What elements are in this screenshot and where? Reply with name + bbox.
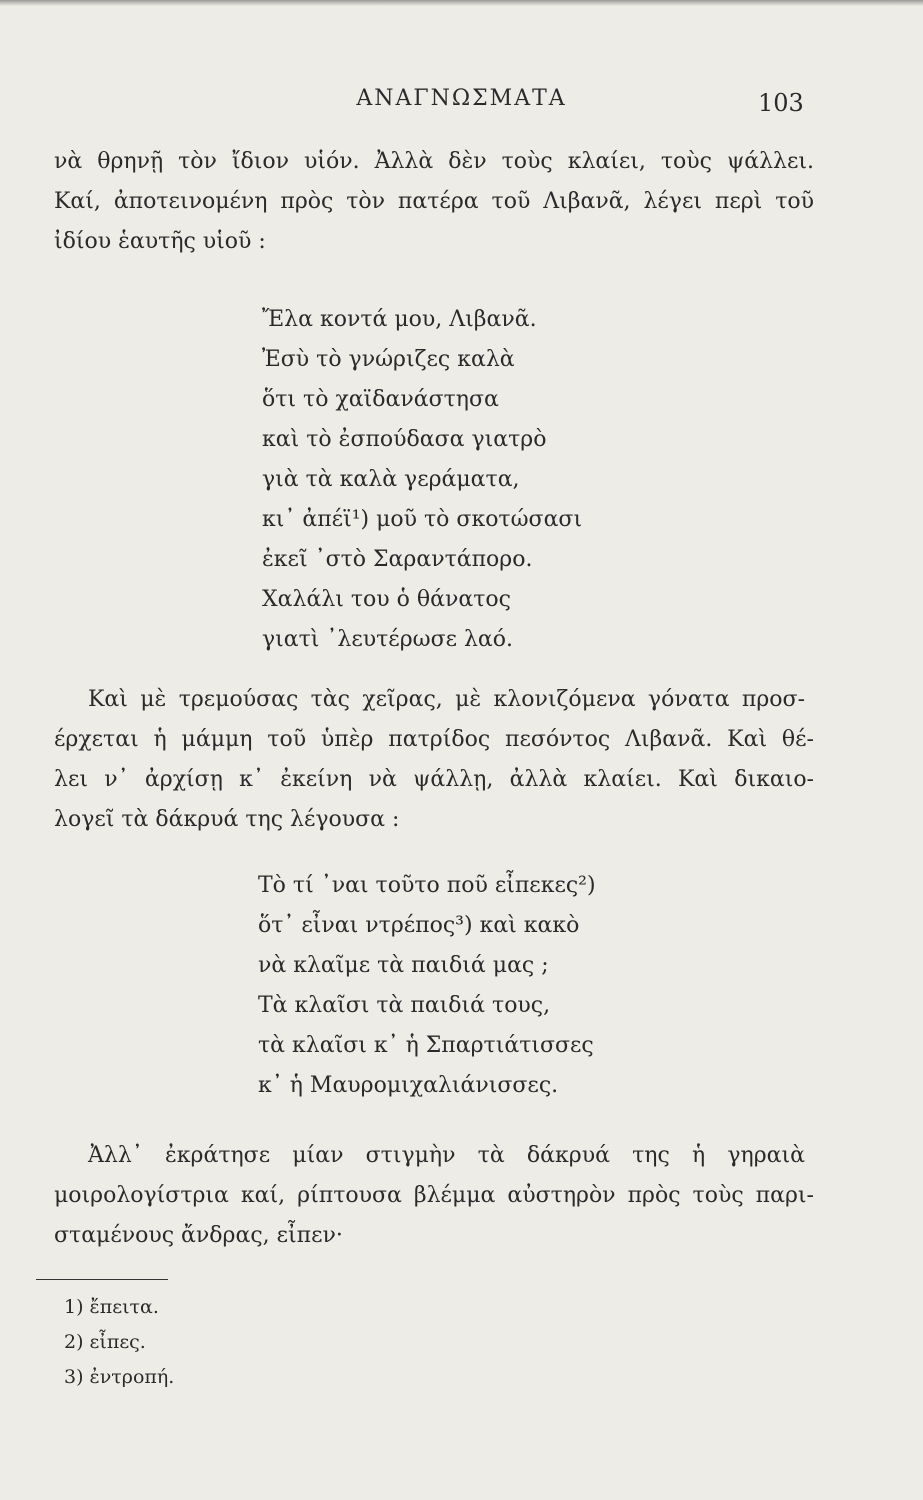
footnote-rule bbox=[36, 1279, 168, 1280]
text-line: έρχεται ἡ μάμμη τοῦ ὑπὲρ πατρίδος πεσόντος Λιβανᾶ. Καὶ θέ- bbox=[54, 727, 814, 752]
footnotes bbox=[64, 1290, 174, 1395]
verse-line: ἐκεῖ ᾽στὸ Σαραντάπορο. bbox=[262, 547, 533, 572]
verse-line: γιὰ τὰ καλὰ γεράματα, bbox=[262, 467, 520, 492]
footnote: 2) εἶπες. bbox=[64, 1331, 146, 1353]
page-number: 103 bbox=[758, 89, 804, 117]
text-line: Καί, ἀποτεινομένη πρὸς τὸν πατέρα τοῦ Λιβανᾶ, λέγει περὶ τοῦ bbox=[54, 189, 814, 214]
verse-line: γιατὶ ᾽λευτέρωσε λαό. bbox=[262, 627, 514, 652]
footnote: 3) ἐντροπή. bbox=[64, 1366, 175, 1388]
text-line: ἰδίου ἑαυτῆς υἱοῦ : bbox=[54, 229, 266, 254]
paragraph-2-first-line bbox=[88, 680, 805, 720]
verse-line: καὶ τὸ ἐσπούδασα γιατρὸ bbox=[262, 427, 547, 452]
text-line: σταμένους ἄνδρας, εἶπεν· bbox=[54, 1223, 343, 1248]
paragraph-3 bbox=[54, 1176, 814, 1256]
verse-line: τὰ κλαῖσι κ᾽ ἡ Σπαρτιάτισσες bbox=[258, 1033, 594, 1058]
verse-line: κι᾽ ἀπέϊ¹) μοῦ τὸ σκοτώσασι bbox=[262, 507, 583, 532]
page-edge-shadow bbox=[0, 0, 923, 6]
verse-block-1 bbox=[262, 300, 582, 660]
verse-line: κ᾽ ἡ Μαυρομιχαλιάνισσες. bbox=[258, 1073, 559, 1098]
verse-line: Τὸ τί ᾽ναι τοῦτο ποῦ εἶπεκες²) bbox=[258, 873, 596, 898]
text-line: Καὶ μὲ τρεμούσας τὰς χεῖρας, μὲ κλονιζόμενα γόνατα προσ- bbox=[88, 687, 805, 712]
text-line: μοιρολογίστρια καί, ρίπτουσα βλέμμα αὐστηρὸν πρὸς τοὺς παρι- bbox=[54, 1183, 814, 1208]
text-line: λει ν᾽ ἀρχίσῃ κ᾽ ἐκείνη νὰ ψάλλῃ, ἀλλὰ κλαίει. Καὶ δικαιο- bbox=[54, 767, 814, 792]
verse-line: Ἔλα κοντά μου, Λιβανᾶ. bbox=[262, 307, 537, 332]
page-header bbox=[0, 86, 923, 120]
verse-block-2 bbox=[258, 866, 596, 1106]
running-title: ΑΝΑΓΝΩΣΜΑΤΑ bbox=[356, 86, 567, 111]
verse-line: Τὰ κλαῖσι τὰ παιδιά τους, bbox=[258, 993, 551, 1018]
text-line: Ἀλλ᾽ ἐκράτησε μίαν στιγμὴν τὰ δάκρυά της ἡ γηραιὰ bbox=[88, 1143, 805, 1168]
verse-line: ὅτι τὸ χαϊδανάστησα bbox=[262, 387, 499, 412]
verse-line: Ἐσὺ τὸ γνώριζες καλὰ bbox=[262, 347, 515, 372]
paragraph-3-first-line bbox=[88, 1136, 805, 1176]
text-line: λογεῖ τὰ δάκρυά της λέγουσα : bbox=[54, 807, 400, 832]
paragraph-1 bbox=[54, 142, 814, 262]
footnote: 1) ἔπειτα. bbox=[64, 1296, 159, 1318]
verse-line: ὅτ᾽ εἶναι ντρέπος³) καὶ κακὸ bbox=[258, 913, 580, 938]
verse-line: Χαλάλι του ὁ θάνατος bbox=[262, 587, 511, 612]
paragraph-2 bbox=[54, 720, 814, 840]
verse-line: νὰ κλαῖμε τὰ παιδιά μας ; bbox=[258, 953, 549, 978]
text-line: νὰ θρηνῇ τὸν ἴδιον υἱόν. Ἀλλὰ δὲν τοὺς κλαίει, τοὺς ψάλλει. bbox=[54, 149, 814, 174]
